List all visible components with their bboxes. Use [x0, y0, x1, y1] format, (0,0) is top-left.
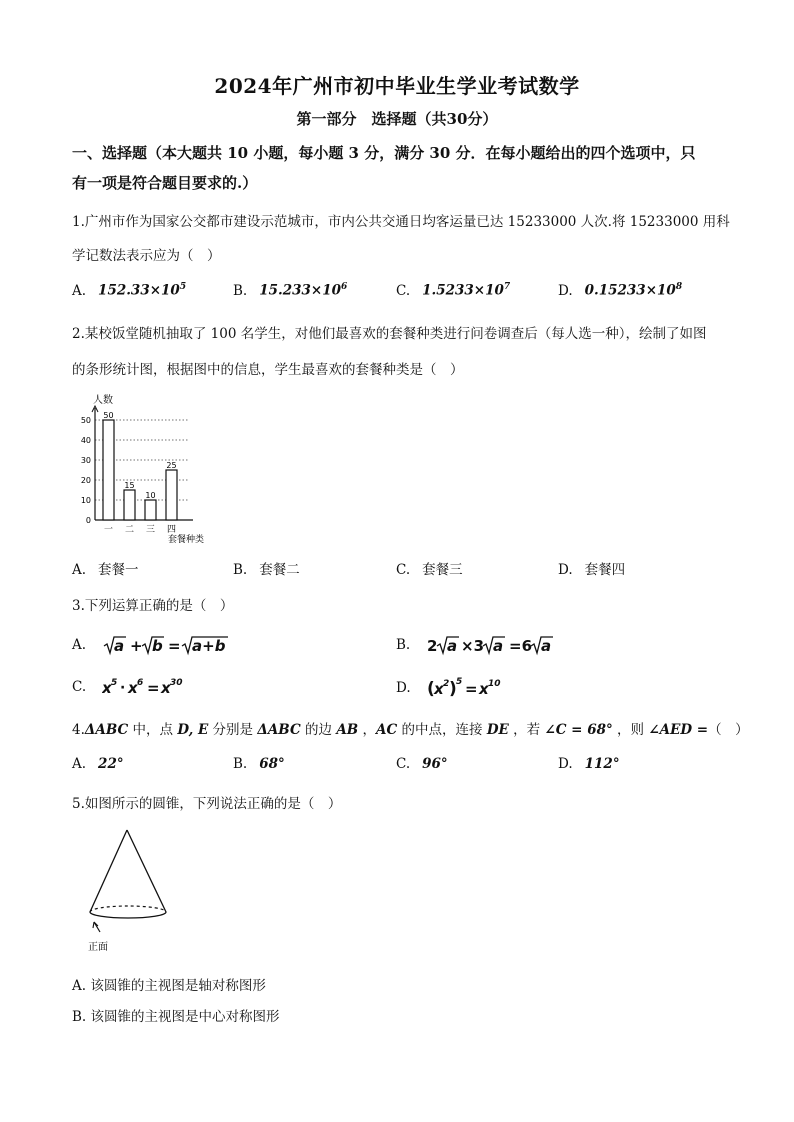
side-ac: AC: [376, 722, 398, 738]
svg-text:x: x: [433, 680, 444, 698]
x-tick-label: 二: [124, 525, 135, 535]
angle-c: ∠C = 68°: [544, 722, 613, 738]
y-tick-label: 0: [85, 516, 91, 525]
bar-2: [124, 490, 135, 520]
svg-text:x: x: [128, 679, 139, 697]
option-label: A.: [72, 562, 87, 578]
q4-option-c[interactable]: [396, 756, 448, 772]
option-text: 套餐四: [584, 562, 626, 578]
option-label: D.: [558, 562, 573, 578]
q3-option-b[interactable]: [396, 634, 567, 656]
option-label: C.: [72, 678, 87, 695]
svg-text:=6: =6: [508, 637, 532, 655]
x-tick-label: 一: [103, 525, 114, 535]
part-subtitle: 第一部分 选择题（共30分）: [296, 110, 498, 128]
math-formula: [427, 676, 527, 700]
q1-option-d[interactable]: [558, 282, 682, 299]
q5-option-b[interactable]: B. 该圆锥的主视图是中心对称图形: [72, 1009, 280, 1025]
q1-option-b[interactable]: [233, 282, 347, 299]
page-title: 2024年广州市初中毕业生学业考试数学: [214, 74, 580, 98]
cone-base-back: [90, 906, 166, 912]
bar-chart: [70, 390, 240, 546]
option-text: 套餐三: [422, 562, 463, 578]
q4-fragment: （ ）: [708, 722, 749, 738]
option-label: A.: [72, 282, 87, 299]
option-text: 96°: [422, 756, 448, 772]
y-tick-label: 20: [80, 476, 91, 485]
q4-fragment: 分别是: [208, 722, 258, 738]
svg-text:a: a: [446, 637, 457, 655]
math-formula: [102, 634, 232, 656]
y-axis-label: 人数: [93, 395, 113, 406]
svg-text:+: +: [130, 637, 143, 655]
q4-option-b[interactable]: [233, 756, 285, 772]
option-label: B.: [233, 562, 248, 578]
q4-fragment: 的中点，连接: [397, 722, 487, 738]
triangle-abc: ΔABC: [257, 722, 301, 738]
svg-text:×3: ×3: [460, 637, 484, 655]
q3-option-d[interactable]: [396, 676, 527, 700]
q4-fragment: ，则: [612, 722, 649, 738]
points-de: D, E: [177, 722, 209, 738]
x-tick-label: 三: [145, 525, 156, 535]
svg-text:·: ·: [120, 680, 126, 696]
q2-option-d[interactable]: [558, 558, 625, 578]
svg-text:30: 30: [170, 678, 183, 688]
bar-data-label: 50: [103, 411, 114, 420]
svg-text:x: x: [102, 679, 113, 697]
option-exponent: 7: [503, 282, 511, 292]
svg-text:5: 5: [455, 677, 463, 687]
front-view-caption: 正面: [88, 942, 108, 953]
y-tick-label: 50: [80, 416, 91, 425]
svg-text:a+b: a+b: [192, 637, 226, 655]
bar-data-label: 15: [124, 481, 135, 490]
option-base: 152.33×10: [98, 282, 180, 299]
y-tick-label: 10: [80, 496, 91, 505]
q4-fragment: ，若: [508, 722, 545, 738]
y-tick-label: 30: [80, 456, 91, 465]
svg-text:2: 2: [426, 637, 437, 655]
option-label: B.: [233, 756, 248, 772]
svg-text:10: 10: [487, 679, 501, 689]
svg-text:6: 6: [137, 678, 144, 688]
y-tick-label: 40: [80, 436, 91, 445]
svg-text:5: 5: [111, 678, 118, 688]
q5-option-a[interactable]: A. 该圆锥的主视图是轴对称图形: [72, 978, 266, 994]
cone-base-front: [90, 912, 166, 918]
angle-aed: ∠AED =: [648, 722, 709, 738]
option-label: D.: [558, 756, 573, 772]
q1-option-c[interactable]: [396, 282, 510, 299]
option-text: 68°: [259, 756, 285, 772]
bar-1: [103, 420, 114, 520]
q2-text-line1: 2.某校饭堂随机抽取了 100 名学生，对他们最喜欢的套餐种类进行问卷调查后（每人选一种），绘制了如图: [72, 326, 707, 342]
option-base: 1.5233×10: [422, 282, 504, 299]
q4-number: 4.: [72, 722, 85, 738]
q1-text-line2: 学记数法表示应为（ ）: [72, 248, 221, 264]
option-label: C.: [396, 562, 411, 578]
svg-text:x: x: [161, 679, 172, 697]
svg-text:a: a: [492, 637, 503, 655]
option-label: C.: [396, 756, 411, 772]
q3-option-a[interactable]: [72, 634, 232, 656]
q3-text: 3.下列运算正确的是（ ）: [72, 598, 234, 614]
x-tick-label: 四: [166, 525, 177, 535]
chart-marks: [81, 406, 193, 535]
option-text: 112°: [584, 756, 620, 772]
q4-fragment: 中，点: [128, 722, 178, 738]
option-base: 15.233×10: [259, 282, 341, 299]
svg-text:(: (: [426, 679, 435, 699]
option-text: 22°: [98, 756, 124, 772]
option-exponent: 5: [179, 282, 187, 292]
svg-text:=: =: [147, 679, 161, 697]
svg-text:a: a: [114, 637, 125, 655]
math-formula: [102, 676, 202, 698]
q2-text-line2: 的条形统计图，根据图中的信息，学生最喜欢的套餐种类是（ ）: [72, 362, 464, 378]
svg-text:a: a: [540, 637, 551, 655]
section-heading-line1: 一、选择题（本大题共 10 小题，每小题 3 分，满分 30 分．在每小题给出的四个选项中，只: [72, 144, 696, 162]
q4-text: [72, 718, 749, 738]
q4-fragment: 的边: [300, 722, 337, 738]
option-label: B.: [233, 282, 248, 299]
side-ab: AB: [336, 722, 359, 738]
option-label: A.: [72, 756, 87, 772]
svg-text:x: x: [478, 680, 489, 698]
option-label: C.: [396, 282, 411, 299]
option-exponent: 6: [340, 282, 348, 292]
bar-4: [166, 470, 177, 520]
bar-data-label: 25: [166, 461, 177, 470]
cone-right-edge: [127, 830, 166, 912]
option-label: D.: [396, 679, 411, 696]
q2-option-b[interactable]: [233, 558, 300, 578]
q4-option-a[interactable]: [72, 756, 124, 772]
x-axis-label: 套餐种类: [168, 535, 205, 545]
q2-option-c[interactable]: [396, 558, 463, 578]
cone-figure: [80, 826, 190, 958]
option-label: A.: [72, 636, 87, 653]
option-exponent: 8: [675, 282, 683, 292]
q4-option-d[interactable]: [558, 756, 620, 772]
q2-option-a[interactable]: [72, 558, 139, 578]
bar-data-label: 10: [145, 491, 156, 500]
cone-left-edge: [90, 830, 127, 912]
option-label: B.: [396, 636, 411, 653]
q1-option-a[interactable]: [72, 282, 186, 299]
bar-3: [145, 500, 156, 520]
segment-de: DE: [486, 722, 509, 738]
q1-text-line1: 1.广州市作为国家公交都市建设示范城市，市内公共交通日均客运量已达 15233000 人次.将 15233000 用科: [72, 214, 730, 230]
triangle-abc: ΔABC: [84, 722, 129, 738]
svg-text:=: =: [168, 637, 181, 655]
section-heading-line2: 有一项是符合题目要求的.）: [72, 174, 258, 192]
svg-text:=: =: [464, 680, 478, 698]
svg-text:2: 2: [442, 679, 450, 689]
option-text: 套餐一: [98, 562, 139, 578]
q5-text: 5.如图所示的圆锥，下列说法正确的是（ ）: [72, 796, 342, 812]
option-text: 套餐二: [259, 562, 300, 578]
option-label: D.: [558, 282, 573, 299]
math-formula: [427, 634, 567, 656]
option-base: 0.15233×10: [584, 282, 676, 299]
q3-option-c[interactable]: [72, 676, 202, 698]
q4-fragment: ，: [358, 722, 376, 738]
svg-text:b: b: [152, 637, 164, 655]
svg-text:): ): [448, 679, 457, 699]
